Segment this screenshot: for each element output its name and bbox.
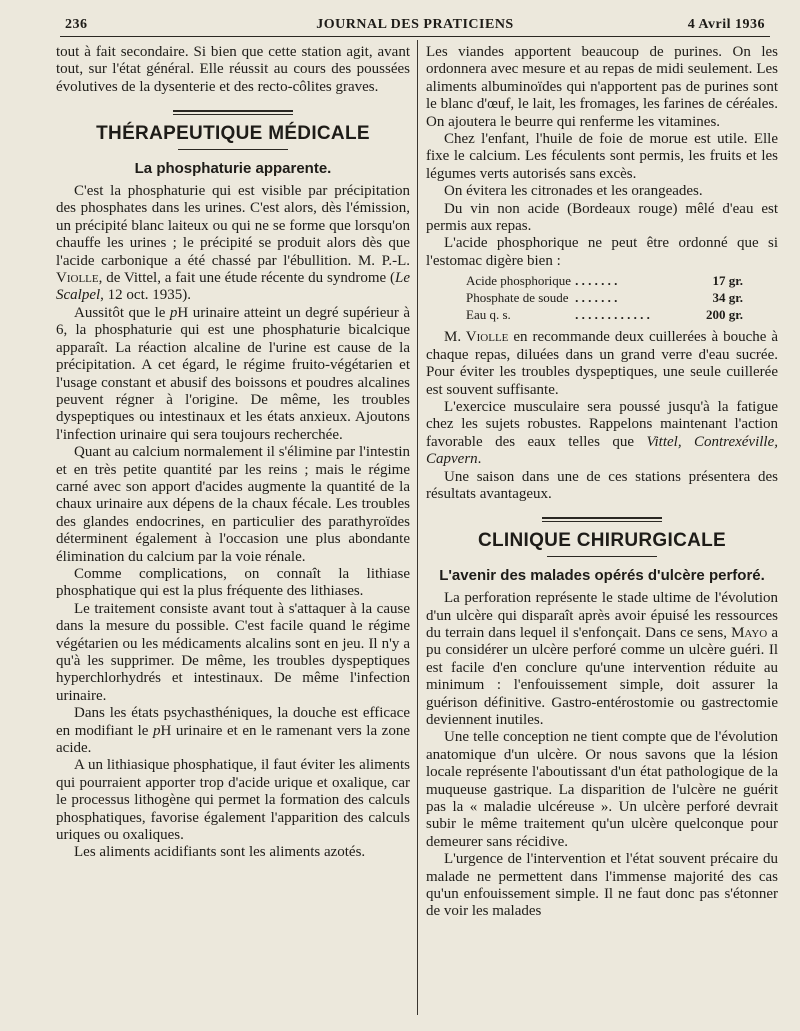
paragraph: Aussitôt que le pH urinaire atteint un degré supérieur à 6, la phosphaturie qui est une phosphaturie bicalcique apparaît. La réaction alcaline de l'urine est cause de la précipitation. A cet égard, le régime fruito-végétarien et l'usage constant et abusif des boissons et poudres alcalines peuvent régner à l'origine. De même, les troubles dyspeptiques ou intestinaux et les états anxieux. Ajoutons l'infection urinaire qui sera toujours recherchée.: [56, 304, 410, 443]
prescription-row: Eau q. s. . . . . . . . . . . . . 200 gr.: [466, 307, 744, 323]
paragraph: M. Violle en recommande deux cuillerées à bouche à chaque repas, diluées dans un grand verre d'eau sucrée. Pour éviter les troubles dyspeptiques, une seule cuillerée est souvent suffisante.: [426, 329, 779, 398]
paragraph: Dans les états psychasthéniques, la douche est efficace en modifiant le pH urinaire et en le ramenant vers la zone acide.: [56, 705, 410, 757]
continued-paragraph: tout à fait secondaire. Si bien que cette station agit, avant tout, sur l'état général. Elle réussit au cours des poussées évolutives de la dysenterie et des recto-côlites graves.: [56, 44, 410, 95]
author-name: M. Violle: [444, 329, 509, 346]
prescription-row: Acide phosphorique . . . . . . . 17 gr.: [466, 273, 744, 289]
paragraph: Une saison dans une de ces stations présentera des résultats avantageux.: [426, 468, 778, 502]
paragraph: Les viandes apportent beaucoup de purines. On les ordonnera avec mesure et au repas de midi seulement. Les aliments albuminoïdes qui n'apportent pas de purines sont le blanc d'œuf, le lait, les fromages, les farines de céréales. On ajoutera le beurre qui renferme les vitamines.: [426, 44, 778, 130]
paragraph: Les aliments acidifiants sont les aliments azotés.: [74, 844, 366, 861]
paragraph: Chez l'enfant, l'huile de foie de morue est utile. Elle fixe le calcium. Les féculents sont permis, les fruits et les légumes verts autorisés sans excès.: [426, 131, 778, 182]
section-divider: [542, 517, 662, 522]
paragraph: Le traitement consiste avant tout à s'attaquer à la cause dans la mesure du possible. C'est facile quand le régime végétarien ou les médicaments alcalins sont en jeu. Il n'y a qu'à les supprimer. De même, les troubles dyspeptiques hyperchlorhydrés et intestinaux. De même l'infection urinaire.: [56, 600, 410, 704]
left-column: [56, 44, 410, 862]
spa-names: Vittel, Contrexéville, Capvern: [426, 433, 778, 468]
article-title: La phosphaturie apparente.: [134, 159, 332, 177]
paragraph: Du vin non acide (Bordeaux rouge) mêlé d'eau est permis aux repas.: [426, 200, 778, 235]
paragraph: C'est la phosphaturie qui est visible par précipitation des phosphates dans les urines. C'est alors, dès l'émission, un précipité blanc laiteux ou qui ne se forme que lorsqu'on chauffe les urines ; le précipité se produit alors dès que l'acide carbonique a été chassé par l'ébullition. M. P.-L. Violle, de Vittel, a fait une étude récente du syndrome (Le Scalpel, 12 oct. 1935).: [56, 183, 410, 304]
page-number: 236: [65, 17, 88, 32]
paragraph: L'exercice musculaire sera poussé jusqu'à la fatigue chez les sujets robustes. Rappelons maintenant l'action favorable des eaux telles que Vittel, Contrexéville, Capvern.: [426, 398, 778, 468]
article-title: L'avenir des malades opérés d'ulcère perforé.: [439, 566, 765, 584]
paragraph: On évitera les citronades et les orangeades.: [444, 183, 703, 200]
section-title: THÉRAPEUTIQUE MÉDICALE: [96, 123, 370, 145]
paragraph: Comme complications, on connaît la lithiase phosphatique qui est la plus fréquente des lithiases.: [56, 565, 410, 600]
paragraph: A un lithiasique phosphatique, il faut éviter les aliments qui pourraient apporter trop d'acide urique et oxalique, car le processus lithogène qui permet la formation des calculs phosphatiques, favorise également l'apparition des calculs uriques ou oxaliques.: [56, 757, 410, 844]
paragraph: La perforation représente le stade ultime de l'évolution d'un ulcère qui disparaît après avoir épuisé les ressources du terrain dans lequel il s'enfonçait. Dans ce sens, Mayo a pu considérer un ulcère perforé comme un ulcère guéri. Il est facile d'en conclure qu'une intervention réduite au minimum : l'enfouissement simple, doit assurer la guérison définitive. Gastro-entérostomie ou gastrectomie deviennent inutiles.: [426, 590, 778, 728]
journal-reference: Le Scalpel: [56, 270, 410, 304]
issue-date: 4 Avril 1936: [687, 17, 765, 32]
paragraph: L'urgence de l'intervention et l'état souvent précaire du malade ne permettent dans l'immense majorité des cas qu'un enfouissement simple. Il ne faut donc pas s'étonner de voir les malades: [426, 851, 778, 920]
right-column: [426, 44, 778, 921]
section-divider: [173, 110, 293, 115]
paragraph: Quant au calcium normalement il s'élimine par l'intestin et en très petite quantité par les reins ; mais le régime carné avec son apport d'acides augmente la quantité de la chaux urinaire aux dépens de la chaux fécale. Les troubles des glandes endocrines, en particulier des parathyroïdes déterminent également à l'occasion une plus abondante élimination du calcium par la voie rénale.: [56, 444, 410, 565]
author-name: Violle: [56, 270, 99, 287]
journal-title: JOURNAL DES PRATICIENS: [316, 17, 514, 32]
paragraph: L'acide phosphorique ne peut être ordonné que si l'estomac digère bien :: [426, 235, 778, 269]
prescription-row: Phosphate de soude . . . . . . . 34 gr.: [466, 290, 744, 306]
title-underline: [178, 149, 288, 150]
section-title: CLINIQUE CHIRURGICALE: [477, 530, 727, 552]
title-underline: [547, 556, 657, 557]
paragraph: Une telle conception ne tient compte que de l'évolution anatomique d'un ulcère. Or nous savons que la lésion locale représente l'aboutissant d'un état pathologique de la muqueuse gastrique. La disparition de l'ulcère ne guérit pas la « maladie ulcéreuse ». Un ulcère perforé devrait subir le même traitement qu'un ulcère quelconque pour demeurer sans récidive.: [426, 729, 778, 850]
running-header: [60, 14, 770, 37]
column-separator: [417, 40, 418, 1015]
author-name: Mayo: [731, 624, 768, 641]
prescription-table: [464, 272, 745, 323]
